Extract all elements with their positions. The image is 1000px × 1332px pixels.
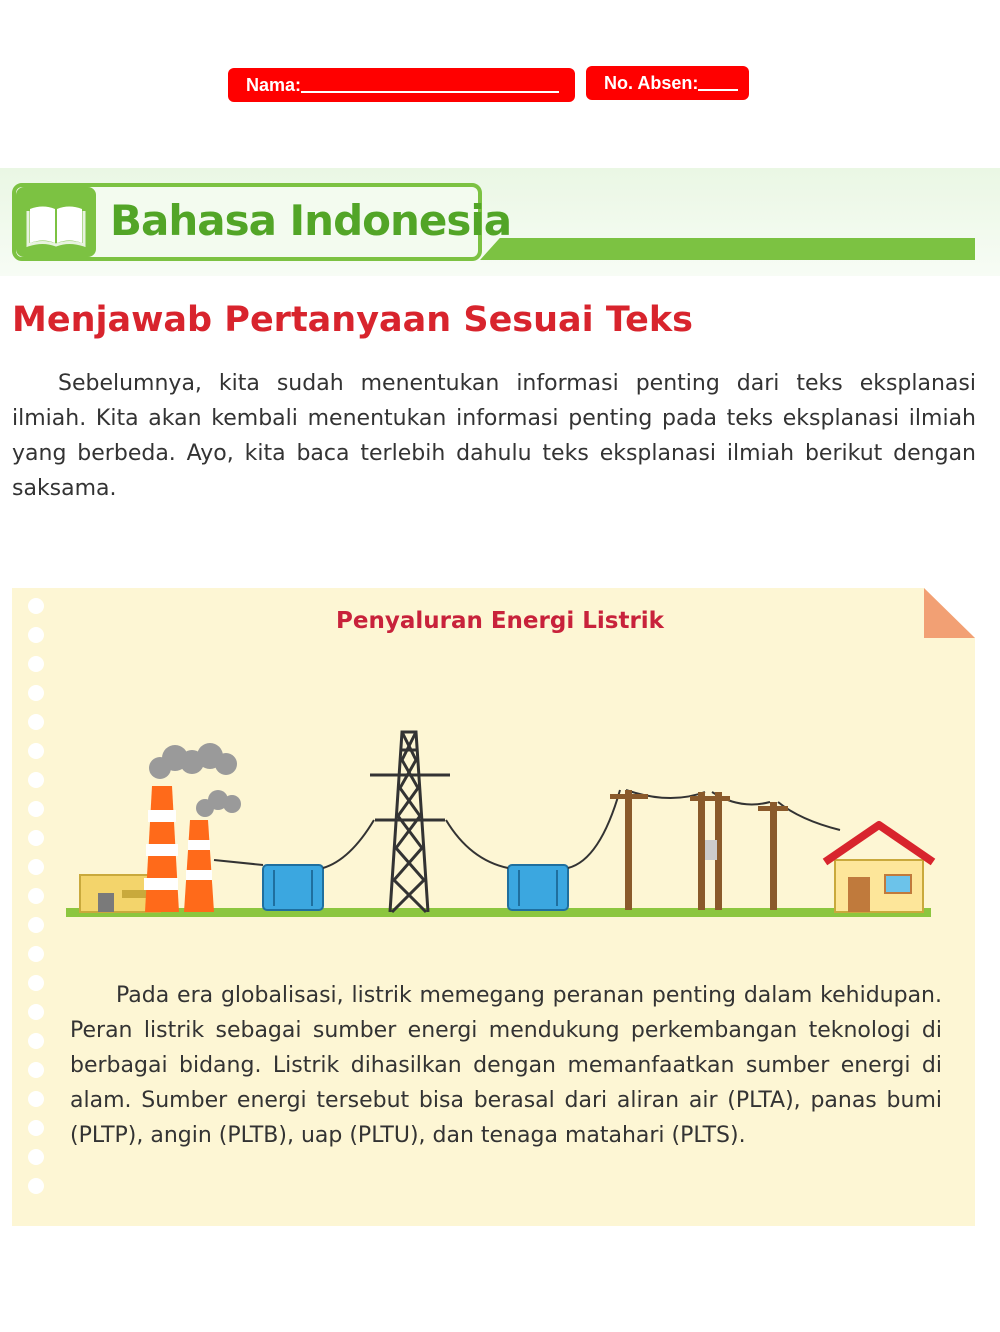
absence-blank-line [698,69,738,91]
absence-number-label: No. Absen: [604,73,699,93]
card-title: Penyaluran Energi Listrik [336,608,664,634]
house-icon [825,825,933,912]
card-paragraph: Pada era globalisasi, listrik memegang peranan penting dalam kehidupan. Peran listrik sebagai sumber energi mendukung perkembangan teknologi di berbagai bidang. Listrik dihasilkan dengan memanfaatkan sumber energi di alam. Sumber energi tersebut bisa berasal dari aliran air (PLTA), panas bumi (PLTP), angin (PLTB), uap (PLTU), dan tenaga matahari (PLTS). [70,983,942,1148]
power-distribution-illustration [60,720,940,930]
transformer-icon [263,865,323,910]
power-plant-icon [80,786,214,912]
intro-paragraph: Sebelumnya, kita sudah menentukan informasi penting dari teks eksplanasi ilmiah. Kita akan kembali menentukan informasi penting pada teks eksplanasi ilmiah yang berbeda. Ayo, kita baca terlebih dahulu teks eksplanasi ilmiah berikut dengan saksama. [12,371,976,501]
lesson-title: Menjawab Pertanyaan Sesuai Teks [12,300,693,340]
absence-number-field[interactable] [586,66,749,100]
book-icon [16,187,96,257]
name-field[interactable] [228,68,575,102]
name-blank-line [301,71,559,93]
binder-holes [28,598,46,1207]
subject-title: Bahasa Indonesia [110,196,512,245]
name-label: Nama: [246,75,302,95]
power-lines [214,790,840,868]
transformer-icon [508,865,568,910]
transmission-tower-icon [370,732,450,912]
utility-pole-icon [610,790,788,910]
banner-stripe [480,238,975,260]
